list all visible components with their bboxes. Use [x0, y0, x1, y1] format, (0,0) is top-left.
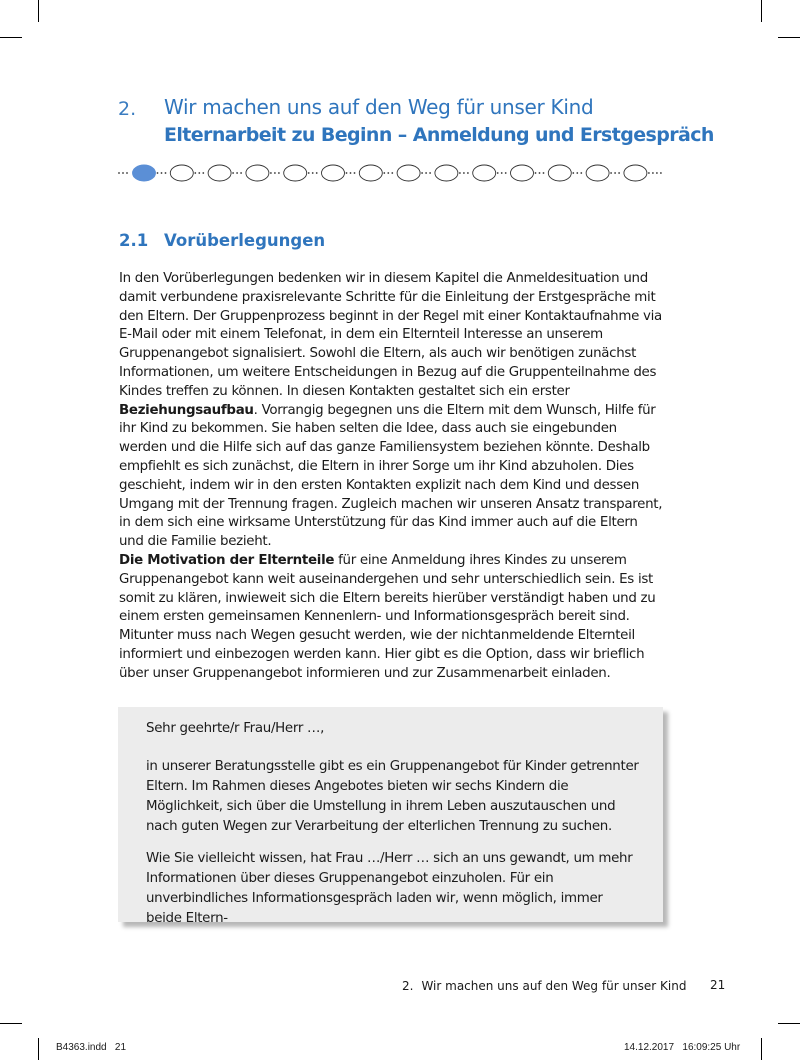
progress-dot — [497, 172, 499, 174]
progress-dot — [535, 172, 537, 174]
crop-mark — [778, 37, 800, 38]
progress-dot — [232, 172, 234, 174]
progress-dot — [467, 172, 469, 174]
progress-dot — [236, 172, 238, 174]
progress-dot — [165, 172, 167, 174]
progress-dot — [274, 172, 276, 174]
crop-mark — [0, 1023, 22, 1024]
letter-paragraph: Wie Sie vielleicht wissen, hat Frau …/Herr … sich an uns gewandt, um mehr Informationen über dieses Gruppenangebot einzuholen. Für ein unverbindliches Informationsgespräch laden wir, wenn möglich, immer beide Eltern- — [146, 851, 633, 926]
progress-dot — [354, 172, 356, 174]
progress-dot — [648, 172, 650, 174]
letter-paragraph: in unserer Beratungsstelle gibt es ein Gruppenangebot für Kinder getrennter Eltern. Im Rahmen dieses Angebotes bieten wir sechs Kindern die Möglichkeit, sich über die Umstellung in ihrem Leben auszutauschen und nach guten Wegen zur Verarbeitung der elterlichen Trennung zu suchen. — [146, 759, 639, 834]
crop-mark — [38, 0, 39, 22]
progress-step — [246, 165, 269, 181]
section-title: Vorüberlegungen — [164, 231, 326, 250]
progress-dot — [459, 172, 461, 174]
progress-dot — [126, 172, 128, 174]
progress-dot — [421, 172, 423, 174]
section-heading — [119, 229, 325, 253]
letter-example-box — [118, 707, 663, 926]
progress-dot — [157, 172, 159, 174]
progress-step — [322, 165, 345, 181]
progress-step — [208, 165, 231, 181]
letter-text — [146, 719, 641, 941]
progress-dot — [122, 172, 124, 174]
slug-filename: B4363.indd 21 — [56, 1042, 127, 1053]
progress-dot — [383, 172, 385, 174]
progress-dot — [425, 172, 427, 174]
progress-dot — [346, 172, 348, 174]
progress-dot — [312, 172, 314, 174]
emphasis-beziehungsaufbau: Beziehungsaufbau — [119, 402, 254, 418]
progress-dot — [194, 172, 196, 174]
progress-step — [548, 165, 571, 181]
progress-dot — [278, 172, 280, 174]
progress-dot — [161, 172, 163, 174]
body-paragraph: Die Motivation der Elternteile für eine Anmeldung ihres Kindes zu unserem Gruppenangebot kann weit auseinandergehen und sehr unterschiedlich sein. Es ist somit zu klären, inwieweit sich die Eltern bereits hierüber verständigt haben und zu einem ersten gemeinsamen Kennenlern- und Informationsgespräch bereit sind. Mitunter muss nach Wegen gesucht werden, wie der nichtanmeldende Elternteil informiert und einbezogen werden kann. Hier gibt es die Option, dass wir brieflich über unser Gruppenangebot informieren und zur Zusammenarbeit einladen. — [119, 552, 656, 681]
footer-chapter-number: 2. — [402, 979, 414, 993]
progress-dot — [652, 172, 654, 174]
progress-dot — [656, 172, 658, 174]
progress-dot — [610, 172, 612, 174]
progress-step — [624, 165, 647, 181]
progress-dot — [350, 172, 352, 174]
progress-step — [170, 165, 193, 181]
progress-dot — [505, 172, 507, 174]
progress-dot — [308, 172, 310, 174]
progress-step — [586, 165, 609, 181]
running-footer — [402, 978, 686, 994]
progress-dot — [240, 172, 242, 174]
progress-dot — [660, 172, 662, 174]
progress-dot — [391, 172, 393, 174]
progress-step — [359, 165, 382, 181]
emphasis-motivation: Die Motivation der Elternteile — [119, 552, 335, 568]
progress-step — [284, 165, 307, 181]
crop-mark — [761, 1038, 762, 1060]
chapter-number: 2. — [118, 98, 137, 120]
body-text — [119, 270, 664, 684]
chapter-title: Wir machen uns auf den Weg für unser Kind — [164, 95, 594, 119]
progress-dot — [429, 172, 431, 174]
progress-dot — [614, 172, 616, 174]
progress-dot — [576, 172, 578, 174]
progress-dot — [543, 172, 545, 174]
progress-dot — [463, 172, 465, 174]
progress-dot — [618, 172, 620, 174]
page-number: 21 — [710, 978, 726, 992]
crop-mark — [778, 1023, 800, 1024]
progress-dot — [387, 172, 389, 174]
section-number: 2.1 — [119, 231, 149, 250]
progress-dot — [202, 172, 204, 174]
progress-dot — [316, 172, 318, 174]
footer-chapter-title: Wir machen uns auf den Weg für unser Kind — [421, 979, 687, 993]
progress-dot — [198, 172, 200, 174]
progress-dot — [572, 172, 574, 174]
progress-dot — [501, 172, 503, 174]
progress-dot — [580, 172, 582, 174]
progress-step — [397, 165, 420, 181]
chapter-progress-indicator — [117, 162, 667, 184]
progress-step — [435, 165, 458, 181]
body-paragraph: In den Vorüberlegungen bedenken wir in diesem Kapitel die Anmeldesituation und damit verbundene praxisrelevante Schritte für die Einleitung der Erstgespräche mit den Eltern. Der Gruppenprozess beginnt in der Regel mit einer Kontaktaufnahme via E-Mail oder mit einem Telefonat, in dem ein Elternteil Interesse an unserem Gruppenangebot signalisiert. Sowohl die Eltern, als auch wir benötigen zunächst Informationen, um weitere Entscheidungen in Bezug auf die Gruppenteilnahme des Kindes treffen zu können. In diesen Kontakten gestaltet sich ein erster Beziehungsaufbau. Vorrangig begegnen uns die Eltern mit dem Wunsch, Hilfe für ihr Kind zu bekommen. Sie haben selten die Idee, dass auch sie eingebunden werden und die Hilfe sich auf das ganze Familiensystem beziehen könnte. Deshalb empfiehlt es sich zunächst, die Eltern in ihrer Sorge um ihr Kind abzuholen. Dies geschieht, indem wir in den ersten Kontakten explizit nach dem Kind und dessen Umgang mit der Trennung fragen. Zugleich machen wir unseren Ansatz transparent, in dem sich eine wirksame Unterstützung für das Kind immer auch auf die Eltern und die Familie bezieht. — [119, 271, 663, 550]
progress-step — [511, 165, 534, 181]
letter-salutation: Sehr geehrte/r Frau/Herr …, — [146, 721, 325, 736]
crop-mark — [38, 1038, 39, 1060]
progress-step — [473, 165, 496, 181]
chapter-subtitle: Elternarbeit zu Beginn – Anmeldung und Erstgespräch — [164, 124, 714, 146]
crop-mark — [0, 37, 22, 38]
progress-step-current — [133, 165, 156, 181]
progress-dot — [118, 172, 120, 174]
crop-mark — [761, 0, 762, 22]
progress-dot — [270, 172, 272, 174]
slug-timestamp: 14.12.2017 16:09:25 Uhr — [624, 1042, 741, 1053]
progress-dot — [539, 172, 541, 174]
